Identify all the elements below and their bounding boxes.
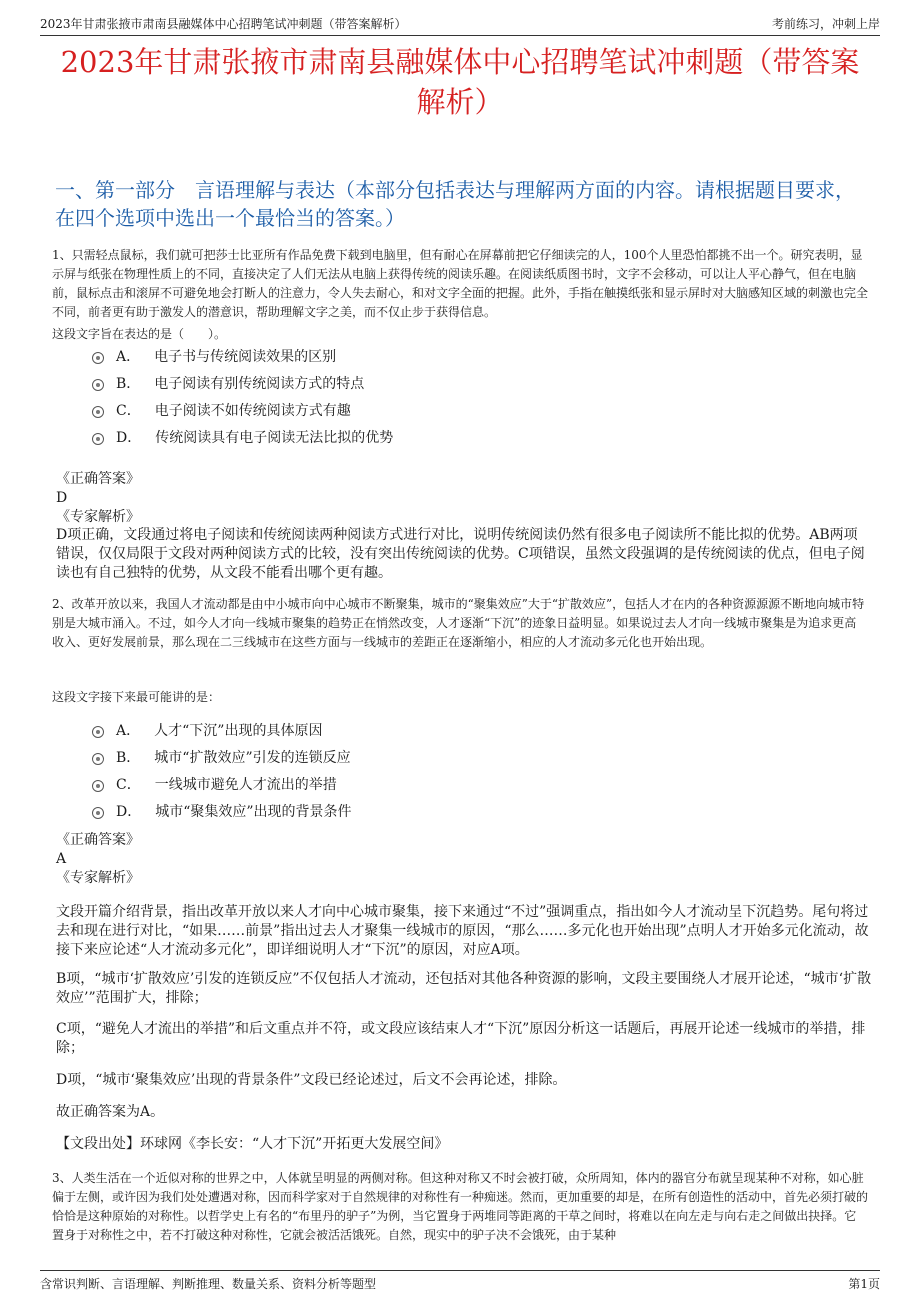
- option-text: 电子书与传统阅读效果的区别: [154, 348, 337, 365]
- question-2-answer: A: [56, 851, 67, 867]
- question-2-text: 2、改革开放以来，我国人才流动都是由中小城市向中心城市不断聚集，城市的“聚集效应”大于“扩散效应”，包括人才在内的各种资源源源不断地向城市特别是大城市涌入。不过，如今人才向一线城市聚集的趋势正在悄然改变，人才逐渐“下沉”的迹象日益明显。如果说过去人才向一线城市聚集是为追求更高收入、更好发展前景，那么现在二三线城市在这些方面与一线城市的差距正在逐渐缩小，相应的人才流动多元化也开始出现。: [52, 597, 865, 649]
- option-text: 电子阅读有别传统阅读方式的特点: [154, 375, 365, 392]
- question-2-options: [92, 716, 860, 824]
- question-1-option-b[interactable]: [92, 369, 860, 396]
- option-letter: D．: [116, 429, 142, 446]
- question-1-answer: D: [56, 490, 68, 506]
- option-text: 城市“聚集效应”出现的背景条件: [155, 803, 352, 820]
- radio-icon[interactable]: [92, 780, 104, 792]
- radio-icon[interactable]: [92, 433, 104, 445]
- radio-icon[interactable]: [92, 406, 104, 418]
- option-text: 传统阅读具有电子阅读无法比拟的优势: [155, 429, 394, 446]
- radio-icon[interactable]: [92, 352, 104, 364]
- page-footer: [40, 1270, 880, 1293]
- question-1-answer-label: 《正确答案》: [56, 471, 140, 487]
- question-1-text: 1、只需轻点鼠标，我们就可把莎士比亚所有作品免费下载到电脑里，但有耐心在屏幕前把它仔细读完的人，100个人里恐怕都挑不出一个。研究表明，显示屏与纸张在物理性质上的不同，直接决定了人们无法从电脑上获得传统的阅读乐趣。在阅读纸质图书时，文字不会移动，可以让人平心静气，但在电脑前，鼠标点击和滚屏不可避免地会打断人的注意力，令人失去耐心，和对文字全面的把握。此外，手指在触摸纸张和显示屏时对大脑感知区域的刺激也完全不同，前者更有助于激发人的潜意识，帮助理解文字之美，而不仅止步于获得信息。: [52, 248, 869, 319]
- question-2-option-d[interactable]: [92, 797, 860, 824]
- question-2-prompt: 这段文字接下来最可能讲的是：: [52, 690, 221, 704]
- option-letter: A．: [116, 348, 141, 365]
- question-2-analysis-para-2: B项，“城市‘扩散效应’引发的连锁反应”不仅包括人才流动，还包括对其他各种资源的影响，文段主要围绕人才展开论述，“城市‘扩散效应’”范围扩大，排除；: [56, 971, 872, 1006]
- question-2-option-b[interactable]: [92, 743, 860, 770]
- radio-icon[interactable]: [92, 807, 104, 819]
- question-3-text: 3、人类生活在一个近似对称的世界之中，人体就呈明显的两侧对称。但这种对称又不时会被打破，众所周知，体内的器官分布就呈现某种不对称，如心脏偏于左侧，或许因为我们处处遭遇对称，因而科学家对于自然规律的对称性有一种痴迷。然而，更加重要的却是，在所有创造性的活动中，首先必须打破的恰恰是这种原始的对称性。以哲学史上有名的“布里丹的驴子”为例，当它置身于两堆同等距离的干草之间时，将难以在向左走与向右走之间做出抉择。它置身于对称性之中，若不打破这种对称性，它就会被活活饿死。自然，现实中的驴子决不会饿死，由于某种: [52, 1171, 869, 1242]
- question-2-option-a[interactable]: [92, 716, 860, 743]
- footer-description: 含常识判断、言语理解、判断推理、数量关系、资料分析等题型: [40, 1276, 377, 1291]
- option-text: 城市“扩散效应”引发的连锁反应: [154, 749, 351, 766]
- header-doc-title: 2023年甘肃张掖市肃南县融媒体中心招聘笔试冲刺题（带答案解析）: [40, 17, 407, 31]
- question-1-option-d[interactable]: [92, 423, 860, 450]
- option-letter: B．: [116, 749, 141, 766]
- page-number: 第1页: [848, 1276, 880, 1291]
- question-1-analysis: D项正确，文段通过将电子阅读和传统阅读两种阅读方式进行对比，说明传统阅读仍然有很多电子阅读所不能比拟的优势。AB两项错误，仅仅局限于文段对两种阅读方式的比较，没有突出传统阅读的优势。C项错误，虽然文段强调的是传统阅读的优点，但电子阅读也有自己独特的优势，从文段不能看出哪个更有趣。: [56, 527, 865, 581]
- header-slogan: 考前练习，冲刺上岸: [771, 17, 880, 31]
- option-text: 电子阅读不如传统阅读方式有趣: [154, 402, 351, 419]
- question-2-analysis-label: 《专家解析》: [56, 870, 140, 886]
- section-heading: 一、第一部分 言语理解与表达（本部分包括表达与理解两方面的内容。请根据题目要求，在四个选项中选出一个最恰当的答案。）: [55, 178, 855, 230]
- option-letter: D．: [116, 803, 142, 820]
- question-2-analysis-para-5: 故正确答案为A。: [56, 1104, 165, 1120]
- radio-icon[interactable]: [92, 726, 104, 738]
- question-2-analysis-para-3: C项，“避免人才流出的举措”和后文重点并不符，或文段应该结束人才“下沉”原因分析这一话题后，再展开论述一线城市的举措，排除；: [56, 1021, 866, 1056]
- question-2-source: 【文段出处】环球网《李长安：“人才下沉”开拓更大发展空间》: [56, 1136, 449, 1152]
- question-2-analysis-para-4: D项，“城市‘聚集效应’出现的背景条件”文段已经论述过，后文不会再论述，排除。: [56, 1072, 567, 1088]
- radio-icon[interactable]: [92, 753, 104, 765]
- question-2-option-c[interactable]: [92, 770, 860, 797]
- document-title: 2023年甘肃张掖市肃南县融媒体中心招聘笔试冲刺题（带答案解析）: [60, 45, 860, 119]
- option-letter: B．: [116, 375, 141, 392]
- question-1-option-a[interactable]: [92, 342, 860, 369]
- question-1-option-c[interactable]: [92, 396, 860, 423]
- page-header: [40, 8, 880, 36]
- question-1-options: [92, 342, 860, 450]
- question-1-prompt: 这段文字旨在表达的是（ ）。: [52, 327, 227, 341]
- option-letter: C．: [116, 402, 141, 419]
- option-letter: A．: [116, 722, 141, 739]
- radio-icon[interactable]: [92, 379, 104, 391]
- option-letter: C．: [116, 776, 141, 793]
- question-2-answer-label: 《正确答案》: [56, 832, 140, 848]
- question-2-analysis-para-1: 文段开篇介绍背景，指出改革开放以来人才向中心城市聚集，接下来通过“不过”强调重点，指出如今人才流动呈下沉趋势。尾句将过去和现在进行对比，“如果……前景”指出过去人才聚集一线城市的原因，“那么……多元化也开始出现”点明人才开始多元化流动，故接下来应论述“人才流动多元化”，即详细说明人才“下沉”的原因，对应A项。: [56, 904, 869, 958]
- option-text: 人才“下沉”出现的具体原因: [154, 722, 323, 739]
- option-text: 一线城市避免人才流出的举措: [154, 776, 337, 793]
- question-1-analysis-label: 《专家解析》: [56, 509, 140, 525]
